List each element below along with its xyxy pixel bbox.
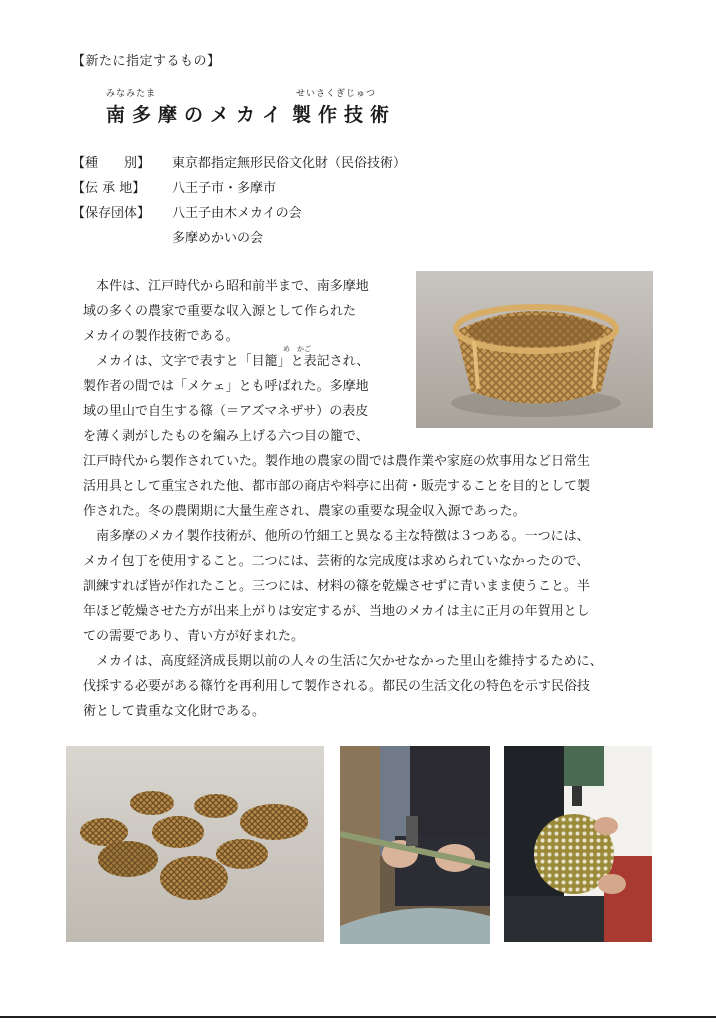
body-line: 年ほど乾燥させた方が出来上がりは安定するが、当地のメカイは主に正月の年賀用とし [83, 604, 590, 619]
title-char: メ [210, 104, 230, 126]
body-line: メカイは、文字で表すと「目籠」と表記され、 [83, 354, 370, 369]
body-line: メカイは、高度経済成長期以前の人々の生活に欠かせなかった里山を維持するために、 [83, 654, 603, 669]
baskets-photo [66, 746, 324, 942]
title-char: 南 [106, 104, 126, 126]
body-line: 作された。冬の農閑期に大量生産され、農家の重要な現金収入源であった。 [83, 504, 526, 519]
body-line: メカイ包丁を使用すること。二つには、芸術的な完成度は求められていなかったので、 [83, 554, 590, 569]
body-line: 術として貴重な文化財である。 [83, 704, 266, 719]
meta-key: 【保存団体】 [72, 206, 151, 221]
body-line: 江戸時代から製作されていた。製作地の農家の間では農作業や家庭の炊事用など日常生 [83, 454, 591, 469]
title-char: 作 [318, 104, 338, 126]
body-line: 訓練すれば皆が作れたこと。三つには、材料の篠を乾燥させずに青いまま使うこと。半 [83, 579, 591, 594]
meta-row-region [72, 177, 406, 202]
meta-row-type [72, 152, 406, 177]
meta-row-group [72, 202, 406, 227]
title-ruby-seisakugijutsu: せいさくぎじゅつ [296, 89, 377, 99]
meta-value: 八王子市・多摩市 [172, 181, 277, 196]
body-line: 活用具として重宝された他、都市部の商店や料亭に出荷・販売することを目的として製 [83, 479, 591, 494]
body-line: 南多摩のメカイ製作技術が、他所の竹細工と異なる主な特徴は３つある。一つには、 [83, 529, 590, 544]
weaving-illustration [504, 746, 652, 942]
meta-key: 【種 別】 [72, 156, 151, 171]
weaving-photo [504, 746, 652, 942]
meta-value: 東京都指定無形民俗文化財（民俗技術） [172, 156, 407, 171]
body-line: メカイの製作技術である。 [83, 329, 239, 344]
title-char: 製 [292, 104, 312, 126]
meta-row-group-2 [72, 227, 406, 252]
body-line: 伐採する必要がある篠竹を再利用して製作される。都民の生活文化の特色を示す民俗技 [83, 679, 591, 694]
page-title [106, 86, 426, 130]
body-line: 本件は、江戸時代から昭和前半まで、南多摩地 [83, 279, 369, 294]
title-char: 摩 [158, 104, 178, 126]
basket-photo [416, 271, 653, 428]
ruby-me: め [283, 345, 290, 353]
meta-table [72, 152, 406, 252]
body-line: 域の里山で自生する篠（＝アズマネザサ）の表皮 [83, 404, 369, 419]
body-line: ての需要であり、青い方が好まれた。 [83, 629, 305, 644]
basket-illustration [416, 271, 653, 428]
page-bottom-rule [0, 1016, 716, 1018]
craft-hands-photo [340, 746, 490, 944]
section-label: 【新たに指定するもの】 [72, 54, 221, 69]
body-line: を薄く剥がしたものを編み上げる六つ目の籠で、 [83, 429, 369, 444]
craft-hands-illustration [340, 746, 490, 944]
title-char: イ [262, 104, 282, 126]
ruby-kago: かご [297, 345, 311, 353]
meta-value: 多摩めかいの会 [172, 231, 264, 246]
title-ruby-minamitama: みなみたま [106, 89, 157, 99]
title-char: 多 [132, 104, 152, 126]
baskets-illustration [66, 746, 324, 942]
title-char: 技 [344, 104, 364, 126]
meta-key: 【伝 承 地】 [72, 181, 146, 196]
title-char: の [184, 104, 204, 126]
title-char: カ [236, 104, 256, 126]
meta-value: 八王子由木メカイの会 [172, 206, 302, 221]
body-line: 域の多くの農家で重要な収入源として作られた [83, 304, 357, 319]
meta-key [72, 227, 172, 252]
title-char: 術 [370, 104, 390, 126]
body-line: 製作者の間では「メケェ」とも呼ばれた。多摩地 [83, 379, 369, 394]
